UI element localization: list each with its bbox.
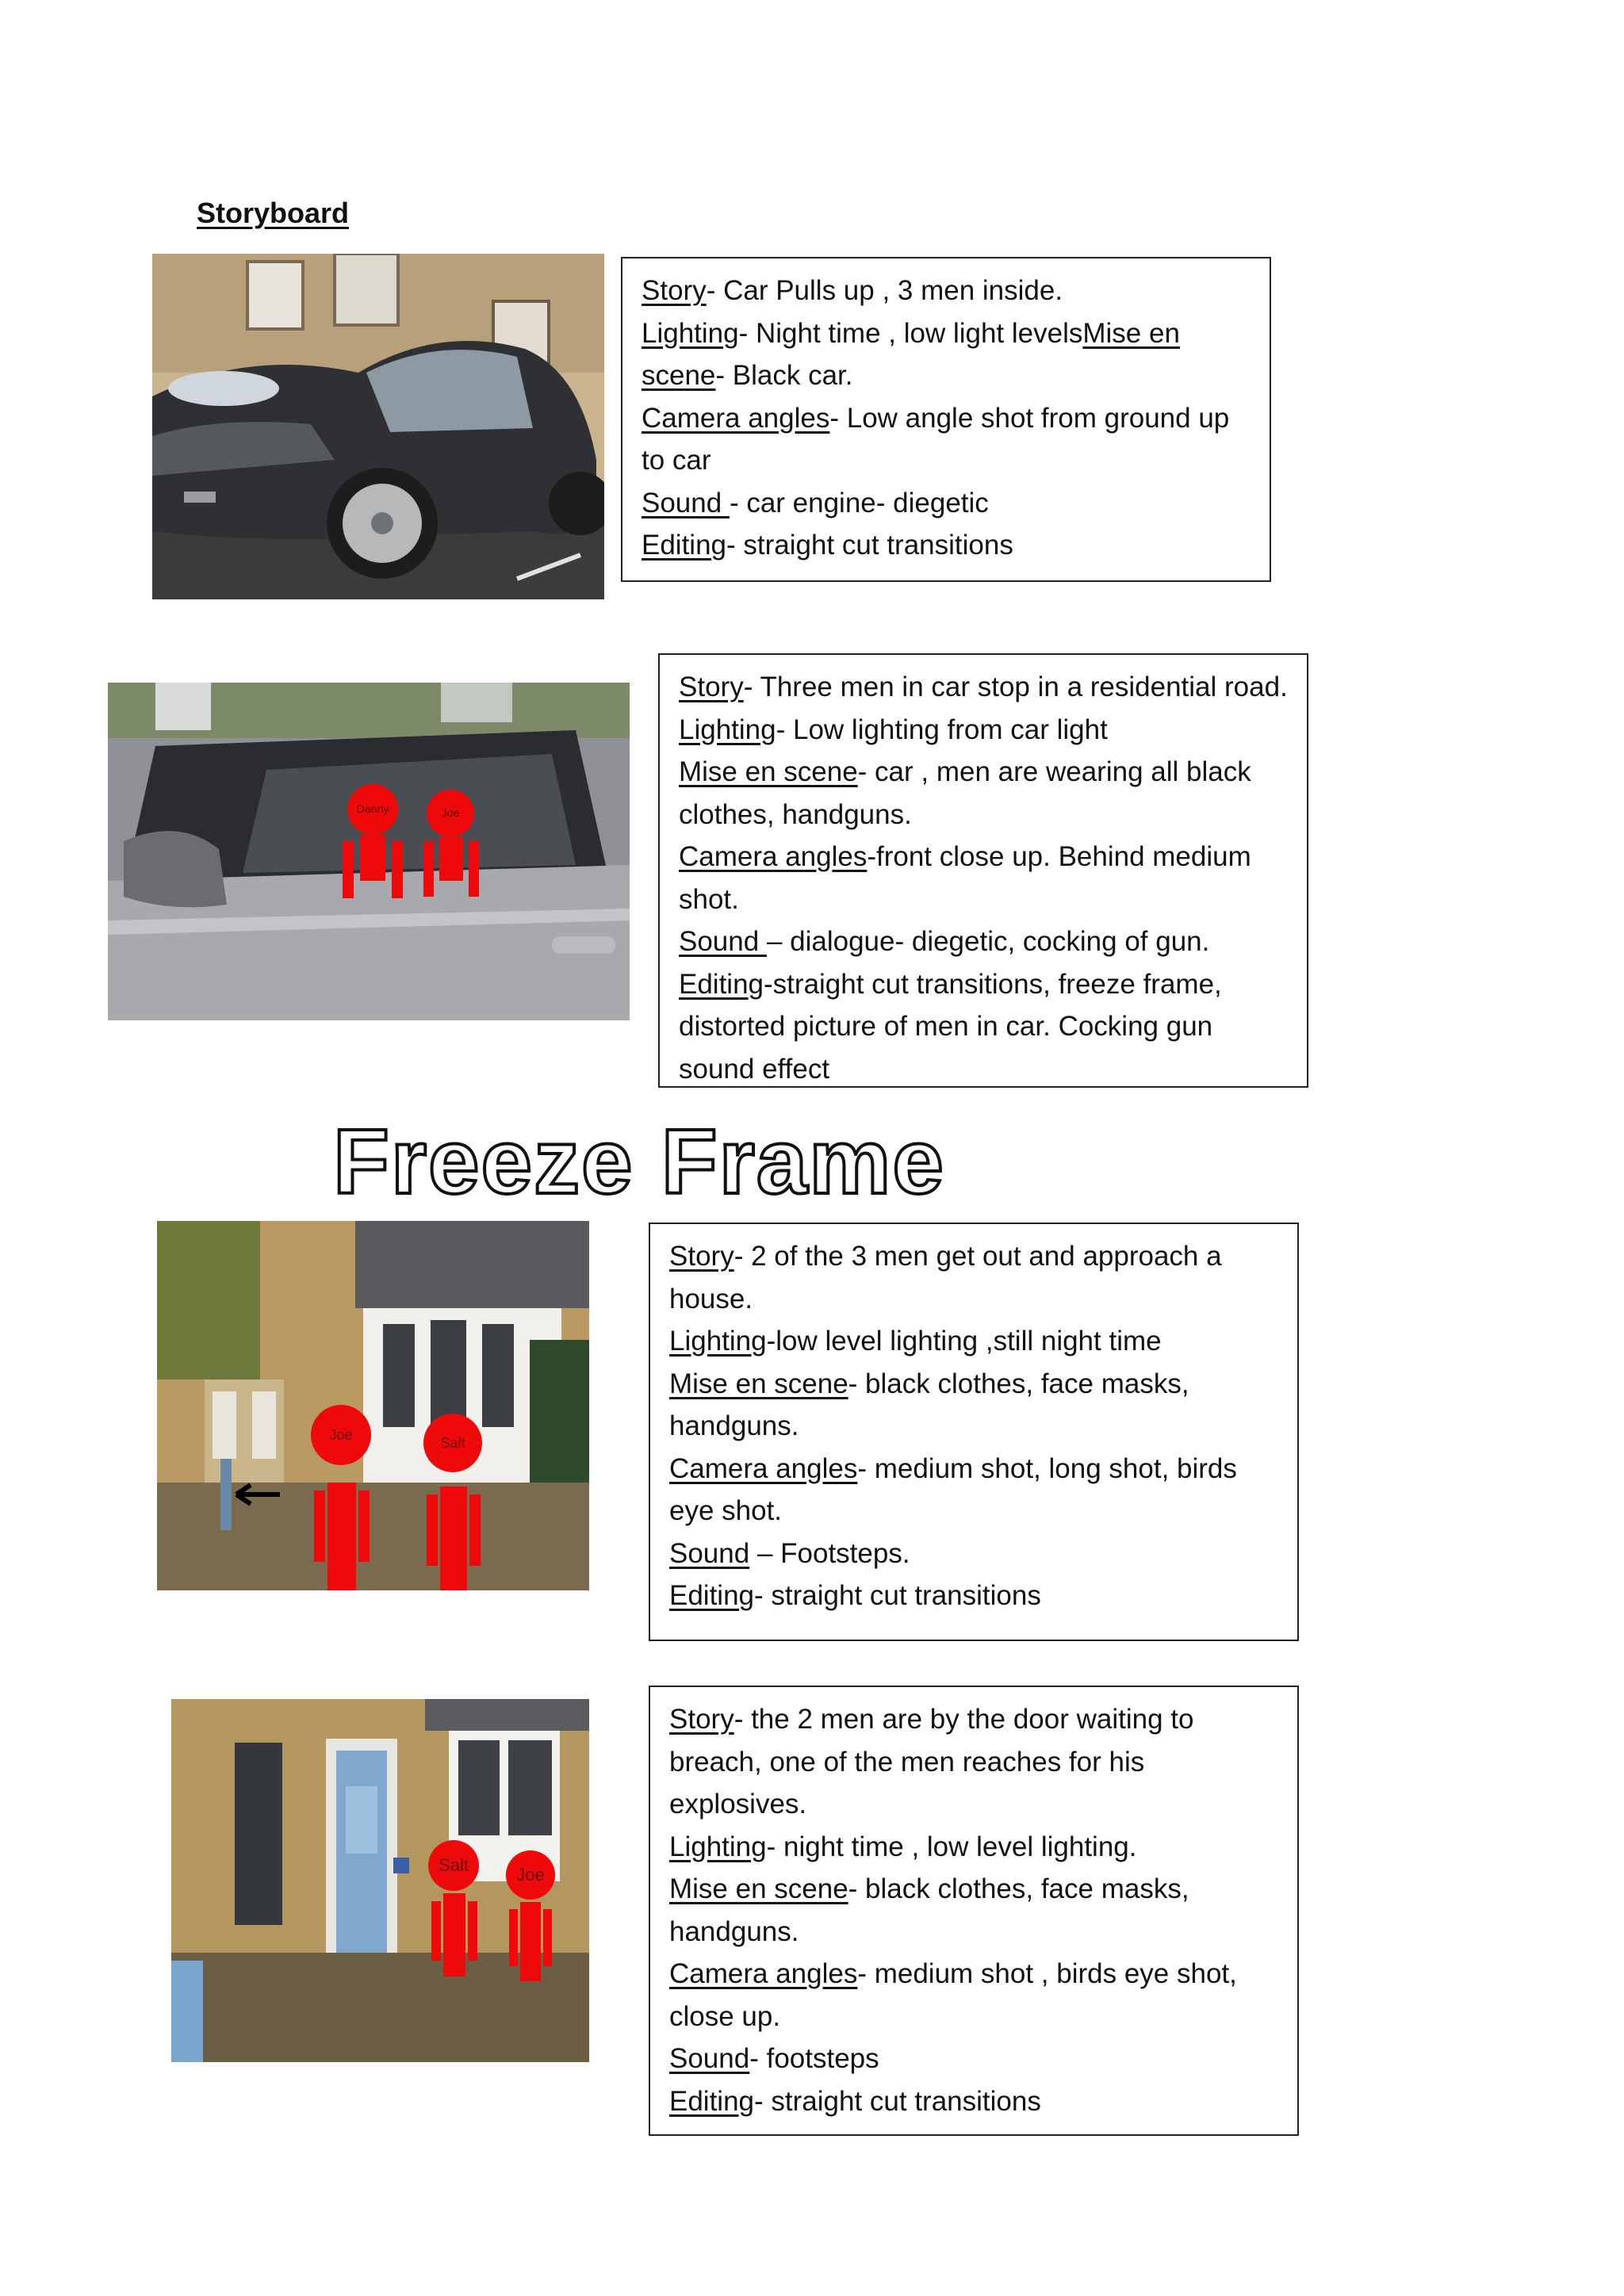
storyboard-panel-3: Story- 2 of the 3 men get out and approach a house. Lighting-low level lighting ,still night time Mise en scene- black clothes, face masks, handguns. Camera angles- medium shot, long shot, birds eye shot. Sound – Footsteps. Editing- straight cut transitions	[649, 1223, 1299, 1641]
figure-label-joe-frame4: Joe	[516, 1865, 545, 1885]
freeze-frame-heading: Freeze Frame	[333, 1110, 945, 1213]
figure-label-joe: Joe	[441, 806, 460, 819]
figure-label-salt-frame4: Salt	[439, 1855, 469, 1875]
storyboard-panel-2: Story- Three men in car stop in a residential road. Lighting- Low lighting from car light Mise en scene- car , men are wearing all black clothes, handguns. Camera angles-front close up. Behind medium shot. Sound – dialogue- diegetic, cocking of gun. Editing-straight cut transitions, freeze frame, distorted picture of men in car. Cocking gun sound effect	[658, 653, 1308, 1088]
frame-1-car-photo	[152, 254, 604, 599]
figure-label-salt-frame3: Salt	[440, 1435, 465, 1451]
frame-2-car-window-photo	[108, 683, 630, 1020]
storyboard-panel-4: Story- the 2 men are by the door waiting to breach, one of the men reaches for his explosives. Lighting- night time , low level lighting. Mise en scene- black clothes, face masks, handguns. Camera angles- medium shot , birds eye shot, close up. Sound- footsteps Editing- straight cut transitions	[649, 1686, 1299, 2136]
page-title: Storyboard	[197, 197, 350, 229]
figure-label-joe-frame3: Joe	[329, 1427, 353, 1443]
figure-label-danny: Danny	[356, 802, 389, 815]
storyboard-panel-1: Story- Car Pulls up , 3 men inside. Lighting- Night time , low light levelsMise en scene- Black car. Camera angles- Low angle shot from ground up to car Sound - car engine- diegetic Editing- straight cut transitions	[621, 257, 1271, 582]
frame-3-house-photo	[157, 1221, 589, 1590]
frame-4-door-photo	[171, 1699, 589, 2062]
